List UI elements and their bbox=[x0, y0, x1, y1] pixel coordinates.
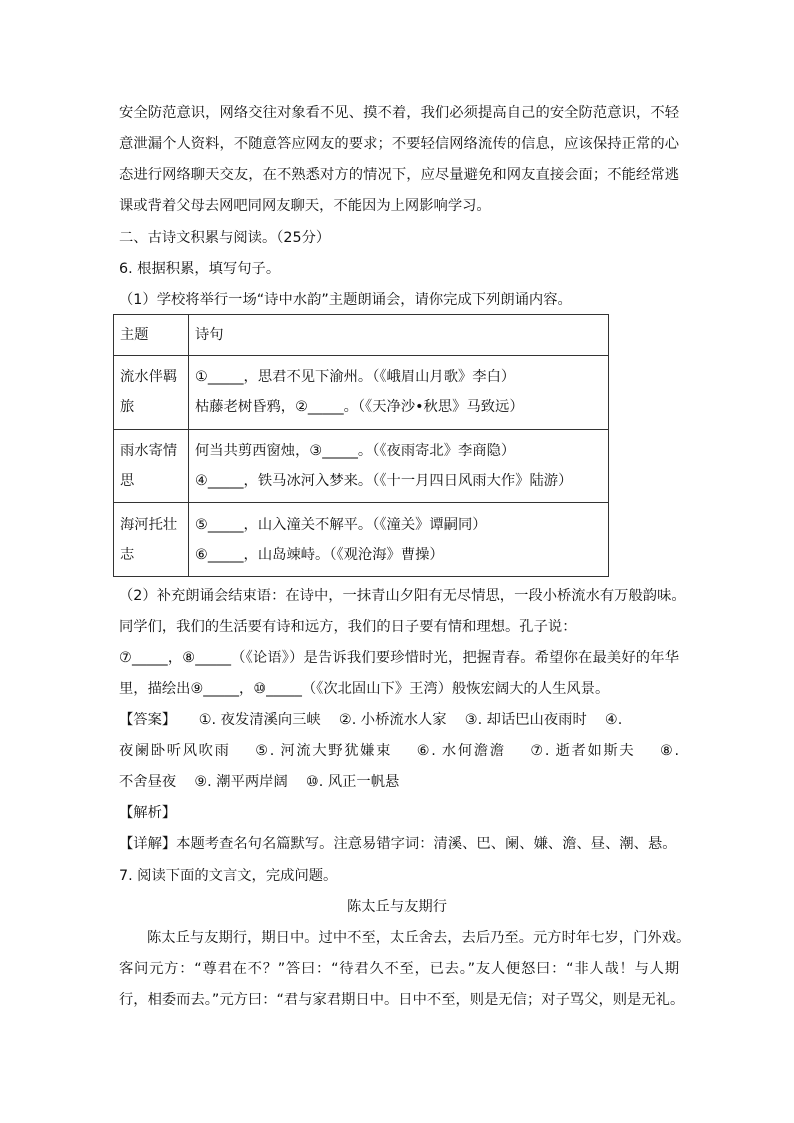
answer-label: 【答案】 bbox=[119, 712, 177, 728]
question-6-part2-line: ⑦_____，⑧_____（《论语》）是告诉我们要珍惜时光，把握青春。希望你在最美好的年华 bbox=[119, 650, 679, 666]
intro-line: 安全防范意识，网络交往对象看不见、摸不着，我们必须提高自己的安全防范意识，不轻 bbox=[119, 105, 679, 121]
table-row bbox=[114, 356, 609, 430]
poem-table bbox=[113, 314, 609, 577]
poem-line: ④_____，铁马冰河入梦来。（《十一月四日风雨大作》陆游） bbox=[195, 472, 573, 489]
answer-block bbox=[119, 710, 622, 730]
theme-text: 流水伴羁 bbox=[120, 369, 178, 386]
poem-line: ⑤_____，山入潼关不解平。（《潼关》谭嗣同） bbox=[195, 516, 487, 533]
detail-text: 【详解】本题考查名句名篇默写。注意易错字词：清溪、巴、阑、嫌、澹、昼、潮、悬。 bbox=[119, 836, 677, 852]
theme-text: 雨水寄情 bbox=[120, 442, 178, 459]
table-header-row bbox=[114, 315, 609, 356]
answer-line: 夜阑卧听风吹雨 ⑤. 河流大野犹嫌束 ⑥. 水何澹澹 ⑦. 逝者如斯夫 ⑧. bbox=[119, 743, 679, 759]
poem-cell bbox=[189, 356, 609, 430]
poem-line: ⑥_____，山岛竦峙。（《观沧海》曹操） bbox=[195, 546, 444, 563]
passage-line: 行，相委而去。”元方曰：“君与家君期日中。日中不至，则是无信；对子骂父，则是无礼。 bbox=[119, 992, 685, 1008]
theme-text: 海河托壮 bbox=[120, 516, 178, 533]
poem-cell bbox=[189, 429, 609, 503]
poem-line: 枯藤老树昏鸦，②_____。（《天净沙•秋思》马致远） bbox=[195, 399, 524, 416]
question-6-part2-line: （2）补充朗诵会结束语：在诗中，一抹青山夕阳有无尽情思，一段小桥流水有万般韵味。 bbox=[119, 588, 686, 604]
question-6-title: 6. 根据积累，填写句子。 bbox=[119, 261, 281, 277]
table-header-poem: 诗句 bbox=[189, 315, 609, 356]
question-6-part2-line: 同学们，我们的生活要有诗和远方，我们的日子要有情和理想。孔子说： bbox=[119, 619, 577, 635]
intro-line: 意泄漏个人资料，不随意答应网友的要求；不要轻信网络流传的信息，应该保持正常的心 bbox=[119, 136, 679, 152]
intro-line: 态进行网络聊天交友，在不熟悉对方的情况下，应尽量避免和网友直接会面；不能经常逃 bbox=[119, 167, 679, 183]
table-row bbox=[114, 503, 609, 577]
theme-cell bbox=[114, 429, 189, 503]
answer-line: ①. 夜发清溪向三峡 ②. 小桥流水人家 ③. 却话巴山夜雨时 ④. bbox=[198, 712, 623, 728]
analysis-label: 【解析】 bbox=[119, 805, 177, 821]
table-header-theme: 主题 bbox=[114, 315, 189, 356]
theme-cell bbox=[114, 503, 189, 577]
passage-line: 陈太丘与友期行，期日中。过中不至，太丘舍去，去后乃至。元方时年七岁，门外戏。 bbox=[147, 930, 691, 946]
question-7-title: 7. 阅读下面的文言文，完成问题。 bbox=[119, 868, 338, 884]
theme-cell bbox=[114, 356, 189, 430]
poem-line: ①_____，思君不见下渝州。（《峨眉山月歌》李白） bbox=[195, 369, 516, 386]
theme-text: 思 bbox=[120, 472, 135, 489]
question-6-part1: （1）学校将举行一场“诗中水韵”主题朗诵会，请你完成下列朗诵内容。 bbox=[119, 292, 572, 308]
section-title: 二、古诗文积累与阅读。（25分） bbox=[119, 230, 331, 246]
poem-line: 何当共剪西窗烛，③_____。（《夜雨寄北》李商隐） bbox=[195, 442, 516, 459]
theme-text: 志 bbox=[120, 546, 135, 563]
theme-text: 旅 bbox=[120, 399, 135, 416]
intro-line: 课或背着父母去网吧同网友聊天，不能因为上网影响学习。 bbox=[119, 198, 491, 214]
table-row bbox=[114, 429, 609, 503]
passage-line: 客问元方：“尊君在不？”答曰：“待君久不至，已去。”友人便怒曰：“非人哉！与人期 bbox=[119, 961, 679, 977]
poem-cell bbox=[189, 503, 609, 577]
question-6-part2-line: 里，描绘出⑨_____，⑩_____（《次北固山下》王湾）般恢宏阔大的人生风景。 bbox=[119, 681, 610, 697]
answer-line: 不舍昼夜 ⑨. 潮平两岸阔 ⑩. 风正一帆悬 bbox=[119, 774, 400, 790]
passage-title: 陈太丘与友期行 bbox=[346, 899, 448, 915]
